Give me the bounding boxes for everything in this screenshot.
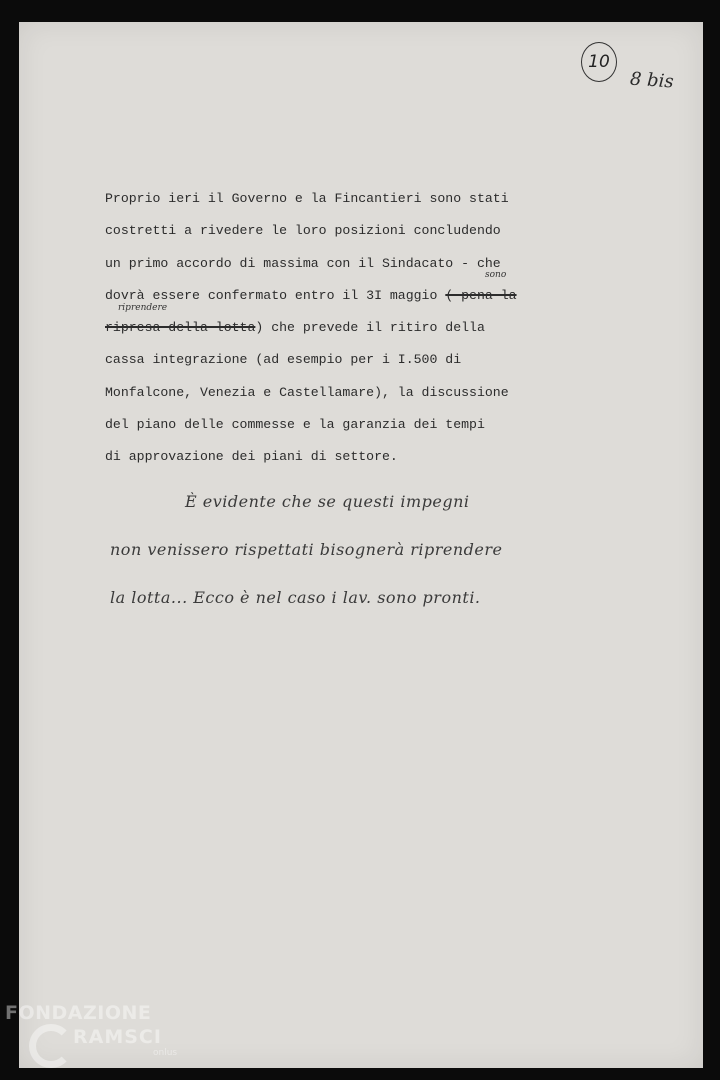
typed-line: Proprio ieri il Governo e la Fincantieri sono stati xyxy=(105,191,509,206)
handwritten-insertion: riprendere xyxy=(118,303,168,313)
typed-line-text: ) che prevede il ritiro della xyxy=(255,320,485,336)
handwritten-line: la lotta... Ecco è nel caso i lav. sono pronti. xyxy=(110,588,481,607)
typed-line: di approvazione dei piani di settore. xyxy=(105,449,398,465)
typed-line: del piano delle commesse e la garanzia dei tempi xyxy=(105,417,485,433)
struck-text: ( pena la xyxy=(445,287,517,303)
logo-g-icon xyxy=(29,1024,73,1068)
page-number: 10 xyxy=(581,42,617,82)
typed-line: un primo accordo di massima con il Sindacato - che xyxy=(105,255,501,271)
logo-text: RAMSCI xyxy=(73,1026,162,1048)
typed-line: cassa integrazione (ad esempio per i I.500 di xyxy=(105,352,462,368)
typed-line xyxy=(105,280,575,312)
fondazione-gramsci-logo xyxy=(5,1002,190,1072)
handwritten-note xyxy=(110,478,650,622)
typed-line: Monfalcone, Venezia e Castellamare), la discussione xyxy=(105,384,509,400)
handwritten-insertion: sono xyxy=(485,270,507,280)
logo-text: onlus xyxy=(153,1048,178,1058)
handwritten-line: È evidente che se questi impegni xyxy=(185,492,470,511)
typed-line xyxy=(105,312,575,344)
logo-text: FONDAZIONE xyxy=(5,1002,152,1024)
handwritten-line: non venissero rispettati bisognerà riprendere xyxy=(110,540,503,559)
typed-line: costretti a rivedere le loro posizioni concludendo xyxy=(105,223,501,239)
folio-annotation: 8 bis xyxy=(629,68,675,93)
typed-line-text: dovrà essere confermato entro il 3I maggio xyxy=(105,287,438,303)
typed-paragraph xyxy=(105,183,575,474)
struck-text: ripresa della lotta xyxy=(105,320,256,336)
